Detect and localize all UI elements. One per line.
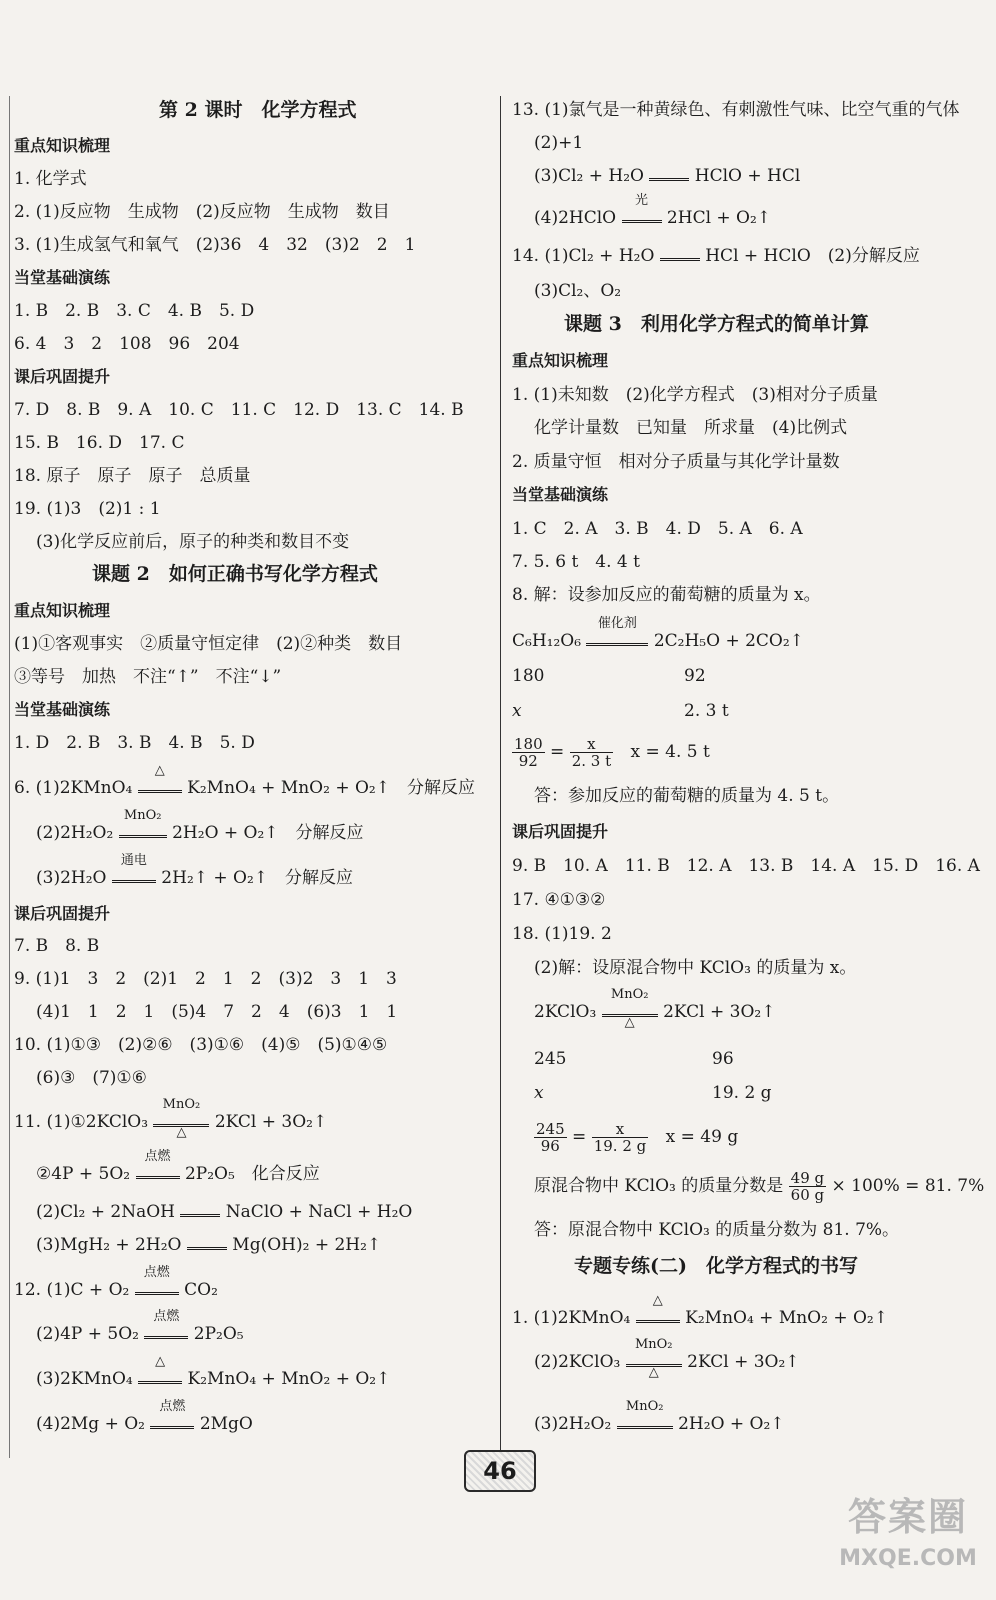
subsection-heading: 课后巩固提升	[14, 367, 111, 386]
answer-line: 1. D 2. B 3. B 4. B 5. D	[14, 733, 255, 753]
section-title: 课题 2 如何正确书写化学方程式	[92, 563, 378, 585]
answer-line: (2)+1	[534, 133, 584, 153]
equation-line: 14. (1)Cl₂ + H₂O HCl + HClO (2)分解反应	[512, 246, 920, 266]
calc-values: 19. 2 g	[712, 1083, 772, 1103]
proportion-line: $\frac{180}{92}$ = $\frac{x}{2. 3 t}$ x = 4. 5 t	[514, 735, 710, 770]
reaction-sign: MnO₂	[119, 829, 167, 838]
equation-line: (4)2HClO 光 2HCl + O₂↑	[534, 193, 772, 228]
answer-line: 9. (1)1 3 2 (2)1 2 1 2 (3)2 3 1 3	[14, 969, 397, 989]
reaction-sign	[180, 1208, 220, 1217]
page-number: 46	[464, 1450, 536, 1492]
calc-values: x	[512, 701, 522, 721]
reaction-sign	[649, 172, 689, 181]
reaction-sign	[187, 1241, 227, 1250]
subsection-heading: 课后巩固提升	[512, 822, 609, 841]
proportion-line: $\frac{245}{96}$ = $\frac{x}{19. 2 g}$ x = 49 g	[536, 1120, 739, 1155]
fraction: $\frac{245}{96}$	[536, 1120, 565, 1155]
equation-line: C₆H₁₂O₆ 催化剂 2C₂H₅O + 2CO₂↑	[512, 616, 804, 651]
answer-line: 答：参加反应的葡萄糖的质量为 4. 5 t。	[534, 786, 840, 806]
equation-line: (2)2KClO₃ MnO₂ △ 2KCl + 3O₂↑	[534, 1337, 800, 1380]
reaction-sign: 点燃	[144, 1330, 188, 1339]
reaction-sign: 点燃	[135, 1286, 179, 1295]
calc-values: x	[534, 1083, 544, 1103]
answer-line: 1. 化学式	[14, 169, 87, 189]
reaction-sign: 点燃	[150, 1420, 194, 1429]
answer-line: 1. B 2. B 3. C 4. B 5. D	[14, 301, 255, 321]
answer-line: (4)1 1 2 1 (5)4 7 2 4 (6)3 1 1	[36, 1002, 398, 1022]
answer-line: 6. 4 3 2 108 96 204	[14, 334, 240, 354]
percent-line: 原混合物中 KClO₃ 的质量分数是 $\frac{49 g}{60 g}$ × 100% = 81. 7%	[534, 1169, 985, 1204]
section-title: 第 2 课时 化学方程式	[159, 99, 357, 121]
answer-line: 18. (1)19. 2	[512, 924, 612, 944]
answer-line: 化学计量数 已知量 所求量 (4)比例式	[534, 418, 848, 438]
equation-line: (3)2KMnO₄ △ K₂MnO₄ + MnO₂ + O₂↑	[36, 1354, 391, 1389]
calc-values: 180	[512, 666, 545, 686]
answer-line: 10. (1)①③ (2)②⑥ (3)①⑥ (4)⑤ (5)①④⑤	[14, 1035, 388, 1055]
equation-line: 11. (1)①2KClO₃ MnO₂ △ 2KCl + 3O₂↑	[14, 1097, 328, 1140]
equation-line: (2)4P + 5O₂ 点燃 2P₂O₅	[36, 1309, 244, 1344]
answer-line: 15. B 16. D 17. C	[14, 433, 185, 453]
subsection-heading: 课后巩固提升	[14, 904, 111, 923]
subsection-heading: 重点知识梳理	[512, 351, 609, 370]
equation-line: (4)2Mg + O₂ 点燃 2MgO	[36, 1399, 253, 1434]
reaction-sign: 通电	[112, 874, 156, 883]
equation-line: (2)2H₂O₂ MnO₂ 2H₂O + O₂↑ 分解反应	[36, 808, 364, 843]
fraction: $\frac{49 g}{60 g}$	[790, 1169, 825, 1204]
equation-line: (2)Cl₂ + 2NaOH NaClO + NaCl + H₂O	[36, 1202, 413, 1222]
answer-line: (2)解：设原混合物中 KClO₃ 的质量为 x。	[534, 958, 857, 978]
column-divider	[500, 96, 501, 1458]
equation-line: (3)2H₂O 通电 2H₂↑ + O₂↑ 分解反应	[36, 853, 354, 888]
answer-line: (3)化学反应前后，原子的种类和数目不变	[36, 532, 350, 552]
equation-line: (3)2H₂O₂ MnO₂ 2H₂O + O₂↑	[534, 1399, 785, 1434]
equation-line: 12. (1)C + O₂ 点燃 CO₂	[14, 1265, 218, 1300]
answer-line: 2. 质量守恒 相对分子质量与其化学计量数	[512, 452, 840, 472]
equation-line: (3)MgH₂ + 2H₂O Mg(OH)₂ + 2H₂↑	[36, 1235, 382, 1255]
answer-line: ③等号 加热 不注“↑” 不注“↓”	[14, 667, 282, 687]
subsection-heading: 当堂基础演练	[512, 485, 609, 504]
reaction-sign: MnO₂	[617, 1420, 673, 1429]
equation-line: 1. (1)2KMnO₄ △ K₂MnO₄ + MnO₂ + O₂↑	[512, 1293, 888, 1328]
fraction: $\frac{x}{2. 3 t}$	[571, 735, 612, 770]
answer-line: 7. 5. 6 t 4. 4 t	[512, 552, 640, 572]
answer-line: 8. 解：设参加反应的葡萄糖的质量为 x。	[512, 585, 821, 605]
reaction-sign: 点燃	[136, 1170, 180, 1179]
left-margin-rule	[9, 96, 10, 1458]
reaction-sign: MnO₂ △	[626, 1358, 682, 1367]
answer-line: 3. (1)生成氢气和氧气 (2)36 4 32 (3)2 2 1	[14, 235, 416, 255]
reaction-sign: MnO₂ △	[153, 1118, 209, 1127]
section-title: 专题专练(二) 化学方程式的书写	[574, 1255, 858, 1277]
answer-line: 答：原混合物中 KClO₃ 的质量分数为 81. 7%。	[534, 1220, 900, 1240]
answer-line: (6)③ (7)①⑥	[36, 1068, 147, 1088]
answer-line: (3)Cl₂、O₂	[534, 281, 622, 301]
answer-line: 19. (1)3 (2)1 : 1	[14, 499, 161, 519]
answer-line: 2. (1)反应物 生成物 (2)反应物 生成物 数目	[14, 202, 390, 222]
answer-line: 7. D 8. B 9. A 10. C 11. C 12. D 13. C 14. B	[14, 400, 464, 420]
section-title: 课题 3 利用化学方程式的简单计算	[564, 313, 869, 335]
answer-line: 1. (1)未知数 (2)化学方程式 (3)相对分子质量	[512, 385, 878, 405]
subsection-heading: 当堂基础演练	[14, 700, 111, 719]
answer-line: 18. 原子 原子 原子 总质量	[14, 466, 251, 486]
fraction: $\frac{180}{92}$	[514, 735, 543, 770]
answer-line: 9. B 10. A 11. B 12. A 13. B 14. A 15. D 16. A	[512, 856, 980, 876]
answer-line: (1)①客观事实 ②质量守恒定律 (2)②种类 数目	[14, 634, 403, 654]
reaction-sign: △	[636, 1314, 680, 1323]
reaction-sign: △	[138, 784, 182, 793]
reaction-sign: MnO₂ △	[602, 1008, 658, 1017]
calc-values: 92	[684, 666, 706, 686]
reaction-sign: 催化剂	[586, 637, 648, 646]
answer-line: 7. B 8. B	[14, 936, 100, 956]
calc-values: 245	[534, 1049, 567, 1069]
equation-line: (3)Cl₂ + H₂O HClO + HCl	[534, 166, 801, 186]
equation-line: 6. (1)2KMnO₄ △ K₂MnO₄ + MnO₂ + O₂↑ 分解反应	[14, 763, 475, 798]
equation-line: 2KClO₃ MnO₂ △ 2KCl + 3O₂↑	[534, 987, 776, 1030]
subsection-heading: 当堂基础演练	[14, 268, 111, 287]
answer-line: 1. C 2. A 3. B 4. D 5. A 6. A	[512, 519, 803, 539]
calc-values: 96	[712, 1049, 734, 1069]
answer-line: 13. (1)氯气是一种黄绿色、有刺激性气味、比空气重的气体	[512, 100, 960, 120]
subsection-heading: 重点知识梳理	[14, 136, 111, 155]
equation-line: ②4P + 5O₂ 点燃 2P₂O₅ 化合反应	[36, 1149, 320, 1184]
subsection-heading: 重点知识梳理	[14, 601, 111, 620]
answer-line: 17. ④①③②	[512, 890, 606, 910]
calc-values: 2. 3 t	[684, 701, 729, 721]
reaction-sign: 光	[622, 214, 662, 223]
reaction-sign: △	[138, 1375, 182, 1384]
reaction-sign	[660, 252, 700, 261]
watermark-logo: 答案圈 MXQE.COM	[839, 1495, 977, 1571]
fraction: $\frac{x}{19. 2 g}$	[593, 1120, 647, 1155]
